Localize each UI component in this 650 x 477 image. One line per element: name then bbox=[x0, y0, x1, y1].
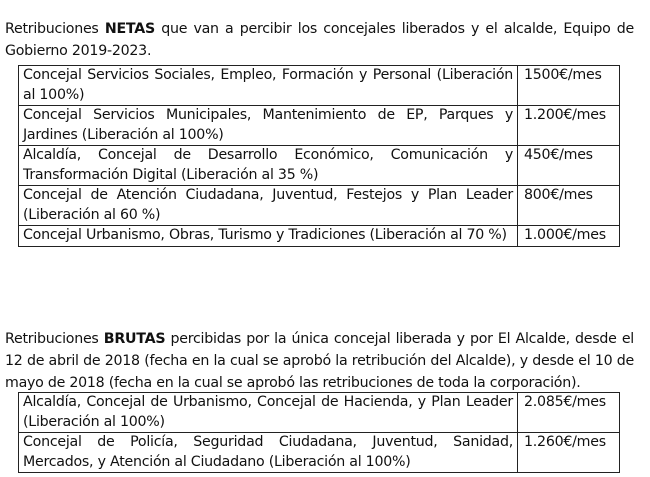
netas-intro-text-start: Retribuciones bbox=[5, 21, 105, 38]
table-row bbox=[19, 433, 620, 473]
brutas-intro-paragraph bbox=[5, 328, 634, 394]
salary-amount: 2.085€/mes bbox=[518, 393, 620, 433]
netas-keyword: NETAS bbox=[104, 21, 155, 38]
table-row bbox=[19, 106, 620, 146]
brutas-intro-text-end: percibidas por la única concejal liberada y por El Alcalde, desde el 12 de abril de 2018 (fecha en la cual se aprobó la retribución del Alcalde), y desde el 10 de mayo de 2018 (fecha en la cual se aprobó las retribuciones de toda la corporación). bbox=[5, 331, 634, 392]
salary-amount: 1.260€/mes bbox=[518, 433, 620, 473]
brutas-salary-table bbox=[18, 392, 620, 473]
salary-amount: 1.000€/mes bbox=[518, 226, 620, 247]
position-description: Concejal Servicios Sociales, Empleo, Formación y Personal (Liberación al 100%) bbox=[19, 66, 518, 106]
netas-intro-text-end: que van a percibir los concejales liberados y el alcalde, Equipo de Gobierno 2019-2023. bbox=[5, 21, 635, 60]
brutas-intro-text-start: Retribuciones bbox=[5, 331, 104, 348]
table-row bbox=[19, 393, 620, 433]
table-row bbox=[19, 186, 620, 226]
position-description: Concejal de Policía, Seguridad Ciudadana, Juventud, Sanidad, Mercados, y Atención al Ciudadano (Liberación al 100%) bbox=[19, 433, 518, 473]
salary-amount: 1500€/mes bbox=[518, 66, 620, 106]
netas-salary-table bbox=[18, 65, 620, 247]
salary-amount: 450€/mes bbox=[518, 146, 620, 186]
table-row bbox=[19, 226, 620, 247]
brutas-keyword: BRUTAS bbox=[103, 331, 166, 348]
netas-intro-paragraph bbox=[5, 18, 634, 62]
position-description: Alcaldía, Concejal de Urbanismo, Concejal de Hacienda, y Plan Leader (Liberación al 100%) bbox=[19, 393, 518, 433]
position-description: Alcaldía, Concejal de Desarrollo Económico, Comunicación y Transformación Digital (Liberación al 35 %) bbox=[19, 146, 518, 186]
table-row bbox=[19, 146, 620, 186]
salary-amount: 800€/mes bbox=[518, 186, 620, 226]
position-description: Concejal Servicios Municipales, Mantenimiento de EP, Parques y Jardines (Liberación al 100%) bbox=[19, 106, 518, 146]
position-description: Concejal Urbanismo, Obras, Turismo y Tradiciones (Liberación al 70 %) bbox=[19, 226, 518, 247]
position-description: Concejal de Atención Ciudadana, Juventud, Festejos y Plan Leader (Liberación al 60 %) bbox=[19, 186, 518, 226]
salary-amount: 1.200€/mes bbox=[518, 106, 620, 146]
table-row bbox=[19, 66, 620, 106]
